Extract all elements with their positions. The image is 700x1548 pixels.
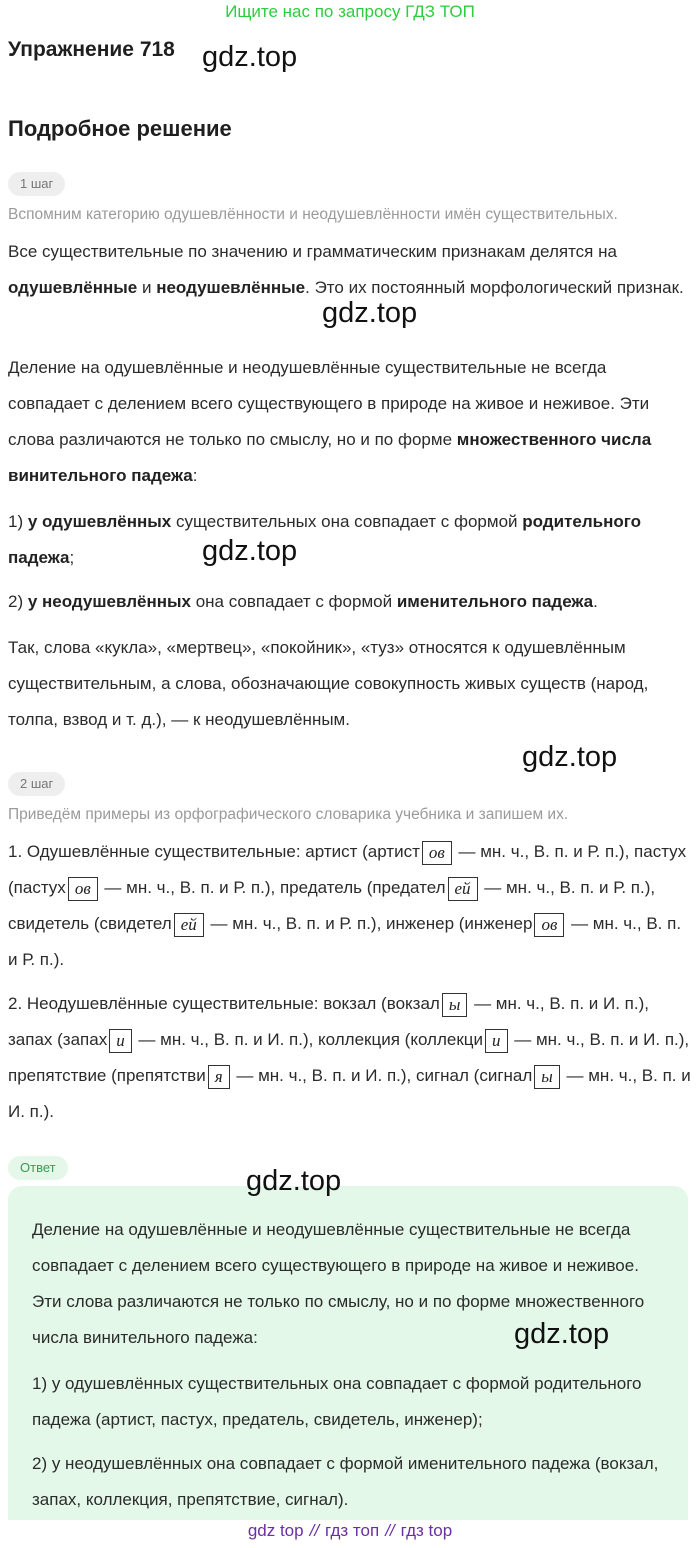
footer-separator: // (309, 1521, 320, 1540)
inanimate-examples: 2. Неодушевлённые существительные: вокзал (вокзал ы — мн. ч., В. п. и И. п.), запах (запах и — мн. ч., В. п. и И. п.), коллекция (коллекци и — мн. ч., В. п. и И. п.), препятствие (препятстви я — мн. ч., В. п. и И. п.), сигнал (сигнал ы — мн. ч., В. п. и И. п.). (8, 994, 691, 1121)
step-1-paragraph-1: Все существительные по значению и грамматическим признакам делятся на одушевлённые и неодушевлённые. Это их постоянный морфологический признак. (8, 242, 684, 297)
solution-heading: Подробное решение (8, 116, 232, 141)
watermark: gdz.top (522, 741, 618, 773)
step-1-badge (8, 172, 65, 196)
answer-badge (8, 1156, 68, 1180)
ending-box: ы (534, 1065, 560, 1089)
ending-box: ей (448, 877, 478, 901)
step-1-paragraph-4: 2) у неодушевлённых она совпадает с формой именительного падежа. (8, 592, 598, 611)
ending-box: ов (534, 913, 564, 937)
footer-link-gdz-top-ru[interactable]: гдз топ (325, 1521, 380, 1540)
watermark: gdz.top (202, 535, 298, 567)
step-1-hint: Вспомним категорию одушевлённости и неодушевлённости имён существительных. (8, 206, 618, 223)
exercise-title: Упражнение 718 (8, 38, 175, 61)
answer-paragraph-3: 2) у неодушевлённых она совпадает с формой именительного падежа (вокзал, запах, коллекция, препятствие, сигнал). (32, 1454, 659, 1509)
watermark: gdz.top (246, 1165, 342, 1197)
ending-box: ы (442, 993, 468, 1017)
step-1-paragraph-2: Деление на одушевлённые и неодушевлённые существительные не всегда совпадает с делением всего существующего в природе на живое и неживое. Эти слова различаются не только по смыслу, но и по форме множественного числа винительного падежа: (8, 358, 652, 485)
answer-paragraph-2: 1) у одушевлённых существительных она совпадает с формой родительного падежа (артист, пастух, предатель, свидетель, инженер); (32, 1374, 642, 1429)
footer-separator: // (385, 1521, 395, 1540)
ending-box: и (109, 1029, 132, 1053)
footer-link-gdz-top-mixed[interactable]: гдз top (400, 1521, 453, 1540)
footer-link-gdz-top[interactable]: gdz top (247, 1521, 304, 1540)
answer-label: Ответ (8, 1156, 68, 1180)
step-2-badge (8, 772, 65, 796)
animate-examples: 1. Одушевлённые существительные: артист (артист ов — мн. ч., В. п. и Р. п.), пастух (пастух ов — мн. ч., В. п. и Р. п.), предатель (предател ей — мн. ч., В. п. и Р. п.), свидетель (свидетел ей — мн. ч., В. п. и Р. п.), инженер (инженер ов — мн. ч., В. п. и Р. п.). (8, 842, 687, 969)
ending-box: я (208, 1065, 230, 1089)
search-banner: Ищите нас по запросу ГДЗ ТОП (225, 2, 475, 21)
step-1-label: 1 шаг (8, 172, 65, 196)
step-1-paragraph-3: 1) у одушевлённых существительных она совпадает с формой родительного падежа; (8, 512, 641, 567)
ending-box: ей (174, 913, 204, 937)
watermark: gdz.top (322, 297, 418, 329)
ending-box: ов (68, 877, 98, 901)
ending-box: и (485, 1029, 508, 1053)
watermark: gdz.top (514, 1318, 610, 1350)
step-2-hint: Приведём примеры из орфографического словарика учебника и запишем их. (8, 806, 569, 823)
step-1-paragraph-5: Так, слова «кукла», «мертвец», «покойник», «туз» относятся к одушевлённым существительным, а слова, обозначающие совокупность живых существ (народ, толпа, взвод и т. д.), — к неодушевлённым. (8, 638, 649, 729)
footer-links (0, 1521, 700, 1541)
answer-paragraph-1: Деление на одушевлённые и неодушевлённые существительные не всегда совпадает с делением всего существующего в природе на живое и неживое. Эти слова различаются не только по смыслу, но и по форме множественного числа винительного падежа: (32, 1220, 645, 1347)
ending-box: ов (422, 841, 452, 865)
watermark: gdz.top (202, 41, 298, 73)
step-2-label: 2 шаг (8, 772, 65, 796)
